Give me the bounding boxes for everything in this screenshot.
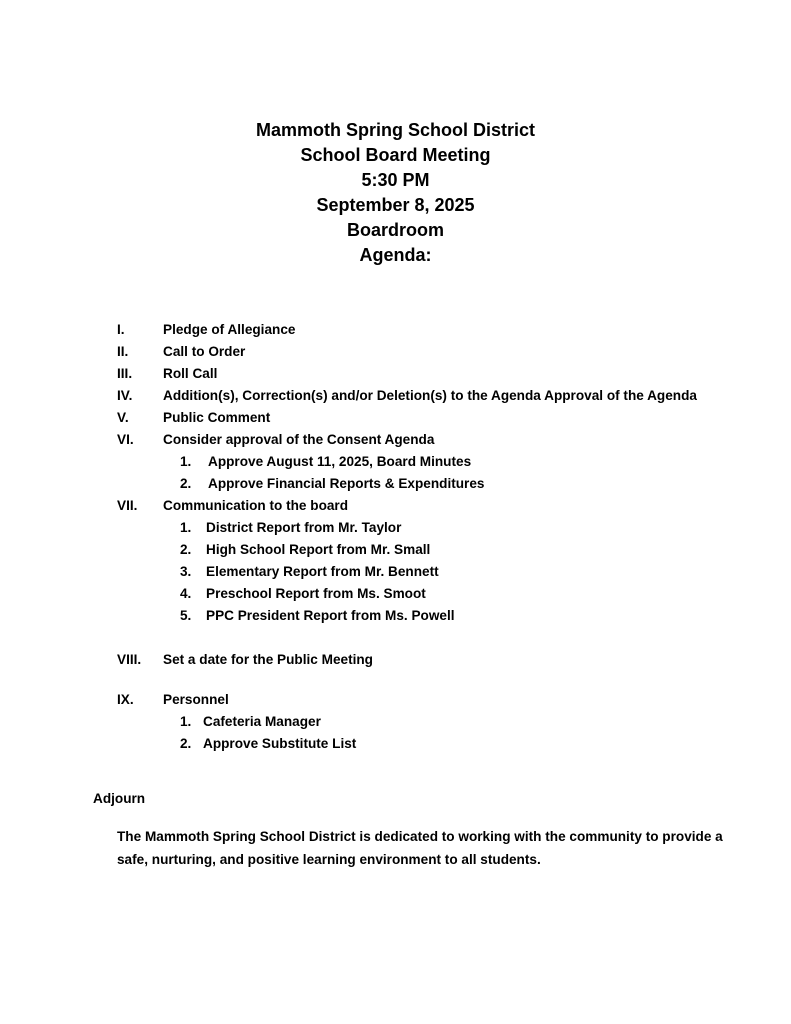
agenda-item-numeral: VII.	[117, 498, 138, 513]
agenda-item	[0, 319, 791, 341]
agenda-subitem	[0, 517, 791, 539]
agenda-item	[0, 363, 791, 385]
agenda-subitem	[0, 711, 791, 733]
agenda-item-numeral: VIII.	[117, 652, 142, 667]
agenda-subitem-text: Approve Financial Reports & Expenditures	[208, 476, 485, 491]
agenda-subitem-text: High School Report from Mr. Small	[206, 542, 431, 557]
agenda-item	[0, 385, 791, 407]
adjourn-heading: Adjourn	[93, 791, 146, 806]
agenda-subitem-number: 4.	[180, 586, 192, 601]
agenda-item-numeral: VI.	[117, 432, 134, 447]
agenda-subitem-text: District Report from Mr. Taylor	[206, 520, 402, 535]
agenda-subitem-number: 1.	[180, 714, 192, 729]
agenda-item-text: Pledge of Allegiance	[163, 322, 296, 337]
agenda-item-numeral: II.	[117, 344, 129, 359]
agenda-subitem-number: 3.	[180, 564, 192, 579]
agenda-subitem-number: 5.	[180, 608, 192, 623]
agenda-subitem	[0, 583, 791, 605]
agenda-item-numeral: IV.	[117, 388, 133, 403]
document-header	[0, 118, 791, 268]
meeting-location: Boardroom	[346, 220, 444, 240]
agenda-item-text: Public Comment	[163, 410, 271, 425]
agenda-item	[0, 689, 791, 711]
agenda-subitem-number: 2.	[180, 736, 192, 751]
agenda-subitem	[0, 473, 791, 495]
agenda-item	[0, 495, 791, 517]
agenda-subitem-text: Cafeteria Manager	[203, 714, 321, 729]
meeting-title: School Board Meeting	[300, 145, 491, 165]
agenda-item-text: Personnel	[163, 692, 229, 707]
meeting-time: 5:30 PM	[361, 170, 430, 190]
agenda-item-text: Set a date for the Public Meeting	[163, 652, 373, 667]
agenda-item	[0, 649, 791, 671]
agenda-subitem	[0, 451, 791, 473]
agenda-item-numeral: III.	[117, 366, 133, 381]
agenda-item	[0, 407, 791, 429]
agenda-item-text: Roll Call	[163, 366, 218, 381]
agenda-label: Agenda:	[359, 245, 432, 265]
district-name: Mammoth Spring School District	[255, 120, 536, 140]
agenda-item	[0, 429, 791, 451]
meeting-date: September 8, 2025	[316, 195, 475, 215]
agenda-item-text: Call to Order	[163, 344, 246, 359]
agenda-subitem-text: Elementary Report from Mr. Bennett	[206, 564, 439, 579]
agenda-subitem	[0, 561, 791, 583]
agenda-item-numeral: V.	[117, 410, 129, 425]
agenda-item-text: Addition(s), Correction(s) and/or Deletion(s) to the Agenda Approval of the Agenda	[163, 388, 697, 403]
agenda-item-numeral: I.	[117, 322, 125, 337]
agenda-subitem-number: 1.	[180, 454, 192, 469]
agenda-subitem	[0, 539, 791, 561]
agenda-subitem-text: PPC President Report from Ms. Powell	[206, 608, 455, 623]
mission-statement: The Mammoth Spring School District is dedicated to working with the community to provide a safe, nurturing, and positive learning environment to all students.	[117, 829, 723, 867]
agenda-item-numeral: IX.	[117, 692, 134, 707]
agenda-subitem-text: Preschool Report from Ms. Smoot	[206, 586, 426, 601]
agenda-item-text: Communication to the board	[163, 498, 349, 513]
agenda-item	[0, 341, 791, 363]
agenda-subitem	[0, 733, 791, 755]
agenda-subitem	[0, 605, 791, 627]
agenda-subitem-number: 2.	[180, 542, 192, 557]
agenda-subitem-number: 2.	[180, 476, 192, 491]
agenda-subitem-number: 1.	[180, 520, 192, 535]
agenda-subitem-text: Approve Substitute List	[203, 736, 357, 751]
agenda-subitem-text: Approve August 11, 2025, Board Minutes	[208, 454, 472, 469]
agenda-item-text: Consider approval of the Consent Agenda	[163, 432, 435, 447]
agenda-list	[0, 319, 791, 755]
